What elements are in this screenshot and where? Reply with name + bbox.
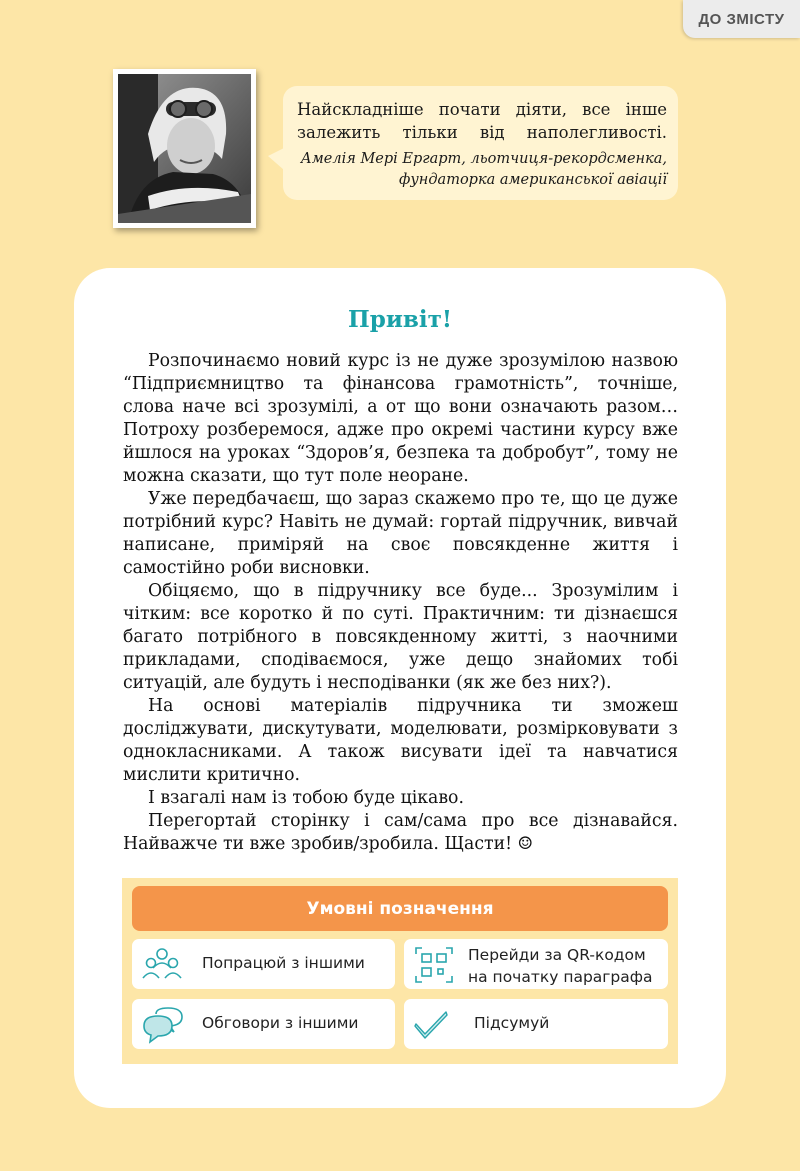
paragraph: Розпочинаємо новий курс із не дуже зрозумілою назвою “Підприємництво та фінансова грамотність”, точніше, слова наче всі зрозумілі, а от що вони означають разом… Потроху розберемося, адже про окремі частини курсу вже йшлося на уроках “Здоров’я, безпека та добробут”, тому не можна сказати, що тут поле неоране. (123, 351, 678, 486)
group-icon (142, 946, 182, 982)
intro-card (74, 268, 726, 1108)
qr-code-icon (414, 946, 454, 984)
paragraph: І взагалі нам із тобою буде цікаво. (148, 788, 464, 808)
paragraph: Уже передбачаєш, що зараз скажемо про те, що це дуже потрібний курс? Навіть не думай: гортай підручник, вивчай написане, приміряй на своє повсякденне життя і самостійно роби висновки. (123, 489, 678, 578)
legend-label: Попрацюй з іншими (202, 954, 365, 972)
intro-text (123, 350, 678, 856)
legend-label-line-2: на початку параграфа (468, 968, 653, 986)
legend-title: Умовні позначення (132, 886, 668, 931)
paragraph: Обіцяємо, що в підручнику все буде... Зрозумілим і чітким: все коротко й по суті. Практичним: ти дізнаєшся багато потрібного в повсякденному житті, з наочними прикладами, сподіваємося, уже дещо знайомих тобі ситуацій, але будуть і несподіванки (як же без них?). (123, 581, 678, 693)
legend-item-discuss (132, 999, 395, 1049)
quote-text: Найскладніше почати діяти, все інше залежить тільки від наполегливості. (297, 100, 667, 142)
speech-bubble-tail (268, 148, 284, 170)
quote-author-line-1: Амелія Мері Ергарт, льотчиця-рекордсменка, (300, 151, 667, 167)
legend-item-qr (404, 939, 668, 989)
legend-item-collaborate (132, 939, 395, 989)
legend-label-line-1: Перейди за QR-кодом (468, 946, 646, 964)
legend-label: Підсумуй (474, 1014, 550, 1032)
aviator-portrait-image (118, 74, 251, 223)
toc-button[interactable]: ДО ЗМІСТУ (683, 0, 800, 38)
paragraph: Перегортай сторінку і сам/сама про все дізнавайся. Найважче ти вже зробив/зробила. Щасти! ☺ (123, 811, 678, 854)
legend-panel (122, 878, 678, 1064)
checkmark-icon (414, 1006, 448, 1040)
legend-item-summarize (404, 999, 668, 1049)
quote-author (295, 149, 667, 191)
quote-bubble (283, 86, 678, 200)
legend-label: Обговори з іншими (202, 1014, 359, 1032)
paragraph: На основі матеріалів підручника ти зможеш досліджувати, дискутувати, моделювати, розмірковувати з однокласниками. А також висувати ідеї та навчатися мислити критично. (123, 696, 678, 785)
speech-bubbles-icon (142, 1006, 184, 1044)
page-title: Привіт! (348, 306, 452, 333)
portrait-photo (113, 69, 256, 228)
quote-author-line-2: фундаторка американської авіації (399, 172, 667, 188)
legend-label (468, 944, 653, 988)
